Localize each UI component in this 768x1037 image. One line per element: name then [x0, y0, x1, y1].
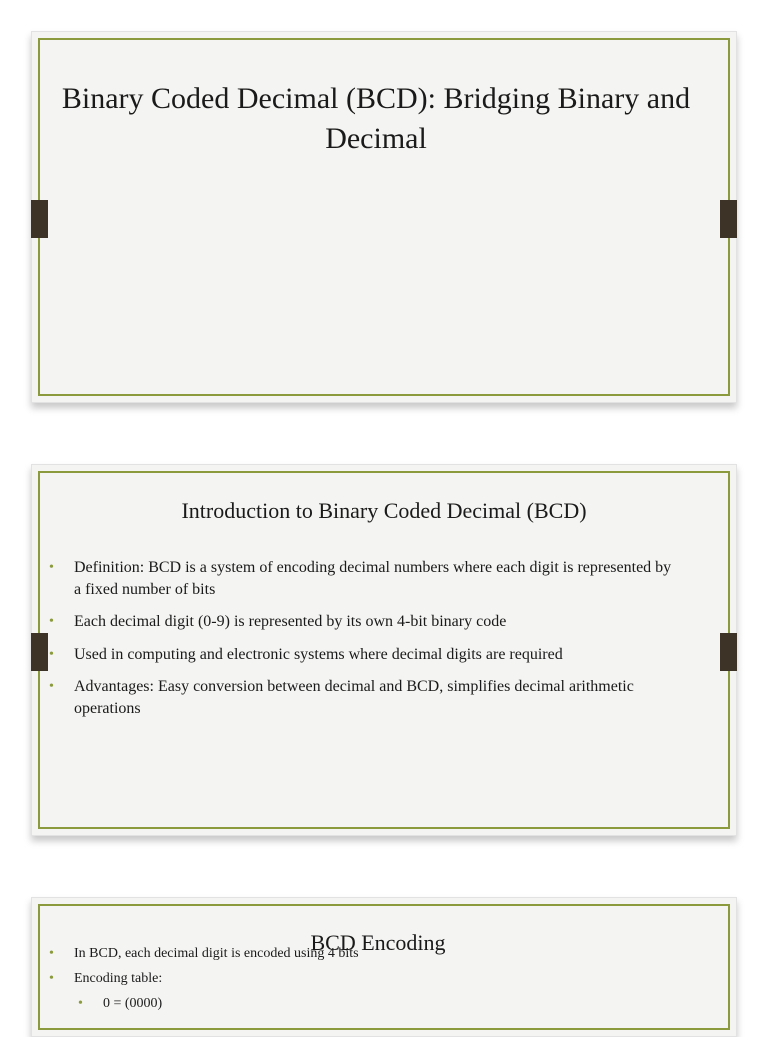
slide-introduction [31, 464, 737, 836]
slide-3-title: BCD Encoding [310, 930, 446, 955]
slide-tab-left [31, 633, 48, 671]
list-item: • Advantages: Easy conversion between decimal and BCD, simplifies decimal arithmetic operations [49, 678, 634, 717]
list-item: • In BCD, each decimal digit is encoded using 4 bits [49, 946, 359, 961]
list-item: • Definition: BCD is a system of encoding decimal numbers where each digit is represented by a fixed number of bits [49, 559, 672, 598]
slide-2-title: Introduction to Binary Coded Decimal (BCD) [181, 498, 587, 523]
slide-tab-right [720, 633, 737, 671]
bullet-icon: • [49, 679, 54, 694]
slide-bcd-encoding [31, 897, 737, 1037]
slide-2-bullet-list [49, 557, 676, 730]
bullet-icon: • [49, 946, 54, 961]
list-item: • Encoding table: [49, 971, 163, 986]
bullet-icon: • [49, 614, 54, 629]
slide-tab-right [720, 200, 737, 238]
slide-1-title: Binary Coded Decimal (BCD): Bridging Binary and Decimal [61, 82, 691, 155]
slide-tab-left [31, 200, 48, 238]
bullet-icon: • [78, 996, 83, 1011]
list-item: • Used in computing and electronic systems where decimal digits are required [74, 644, 676, 666]
bullet-icon: • [49, 971, 54, 986]
slide-3-bullet-list [49, 945, 676, 1020]
list-item: • Each decimal digit (0-9) is represented by its own 4-bit binary code [74, 611, 676, 633]
bullet-icon: • [49, 560, 54, 575]
sub-list-item: • 0 = (0000) [78, 996, 163, 1011]
slide-title [31, 31, 737, 403]
bullet-icon: • [49, 646, 54, 662]
